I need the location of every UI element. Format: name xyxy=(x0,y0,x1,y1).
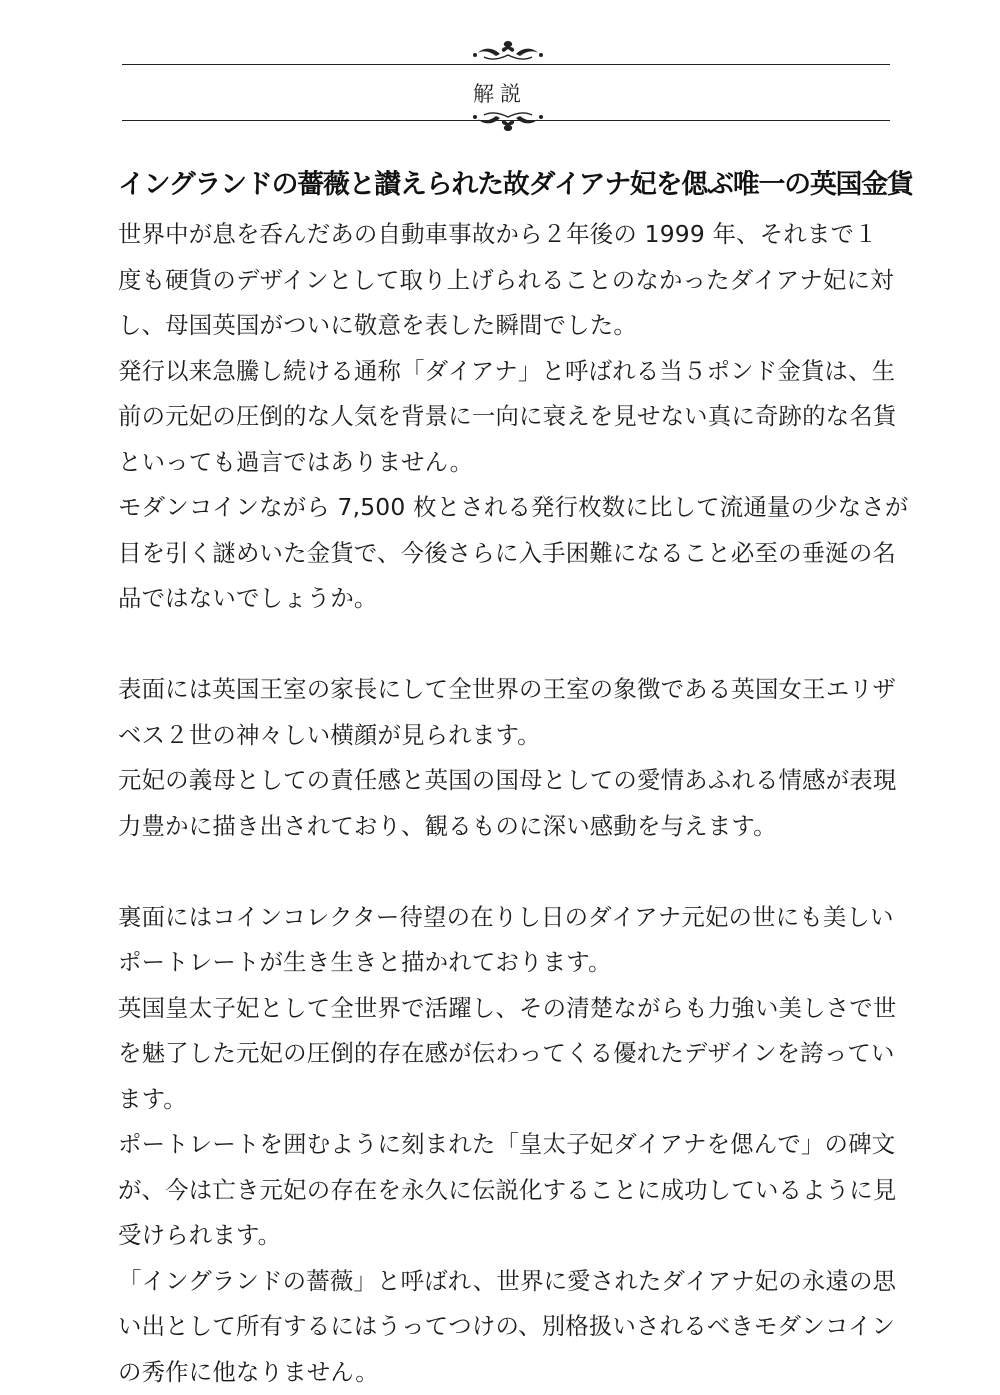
flourish-ornament-bottom-icon xyxy=(470,112,546,134)
flourish-ornament-top-icon xyxy=(470,38,546,60)
text-line: の秀作に他なりません。 xyxy=(118,1350,908,1395)
text-line: 元妃の義母としての責任感と英国の国母としての愛情あふれる情感が表現 xyxy=(118,758,908,804)
text-line: ベス２世の神々しい横顔が見られます。 xyxy=(118,713,908,759)
text-line: 世界中が息を呑んだあの自動車事故から２年後の 1999 年、それまで１ xyxy=(118,212,908,258)
text-line: 度も硬貨のデザインとして取り上げられることのなかったダイアナ妃に対 xyxy=(118,258,908,304)
text-line: 目を引く謎めいた金貨で、今後さらに入手困難になること必至の垂涎の名 xyxy=(118,531,908,577)
body-text xyxy=(118,212,908,1395)
text-line: 英国皇太子妃として全世界で活躍し、その清楚ながらも力強い美しさで世 xyxy=(118,986,908,1032)
text-line: ポートレートが生き生きと描かれております。 xyxy=(118,940,908,986)
text-line: 力豊かに描き出されており、観るものに深い感動を与えます。 xyxy=(118,804,908,850)
text-line: ポートレートを囲むように刻まれた「皇太子妃ダイアナを偲んで」の碑文 xyxy=(118,1122,908,1168)
paragraph-gap xyxy=(118,849,908,895)
header-rule-top xyxy=(122,64,890,65)
text-line: 品ではないでしょうか。 xyxy=(118,576,908,622)
text-line: 前の元妃の圧倒的な人気を背景に一向に衰えを見せない真に奇跡的な名貨 xyxy=(118,394,908,440)
text-line: 受けられます。 xyxy=(118,1213,908,1259)
text-line: し、母国英国がついに敬意を表した瞬間でした。 xyxy=(118,303,908,349)
text-line: ます。 xyxy=(118,1077,908,1123)
text-line: い出として所有するにはうってつけの、別格扱いされるべきモダンコイン xyxy=(118,1304,908,1350)
text-line: 発行以来急騰し続ける通称「ダイアナ」と呼ばれる当５ポンド金貨は、生 xyxy=(118,349,908,395)
text-line: といっても過言ではありません。 xyxy=(118,440,908,486)
text-line: モダンコインながら 7,500 枚とされる発行枚数に比して流通量の少なさが xyxy=(118,485,908,531)
paragraph-gap xyxy=(118,622,908,668)
text-line: 「イングランドの薔薇」と呼ばれ、世界に愛されたダイアナ妃の永遠の思 xyxy=(118,1259,908,1305)
text-line: 表面には英国王室の家長にして全世界の王室の象徴である英国女王エリザ xyxy=(118,667,908,713)
text-line: が、今は亡き元妃の存在を永久に伝説化することに成功しているように見 xyxy=(118,1168,908,1214)
text-line: 裏面にはコインコレクター待望の在りし日のダイアナ元妃の世にも美しい xyxy=(118,895,908,941)
headline: イングランドの薔薇と讃えられた故ダイアナ妃を偲ぶ唯一の英国金貨 xyxy=(118,163,908,207)
text-line: を魅了した元妃の圧倒的存在感が伝わってくる優れたデザインを誇ってい xyxy=(118,1031,908,1077)
section-label: 解説 xyxy=(0,76,1000,112)
